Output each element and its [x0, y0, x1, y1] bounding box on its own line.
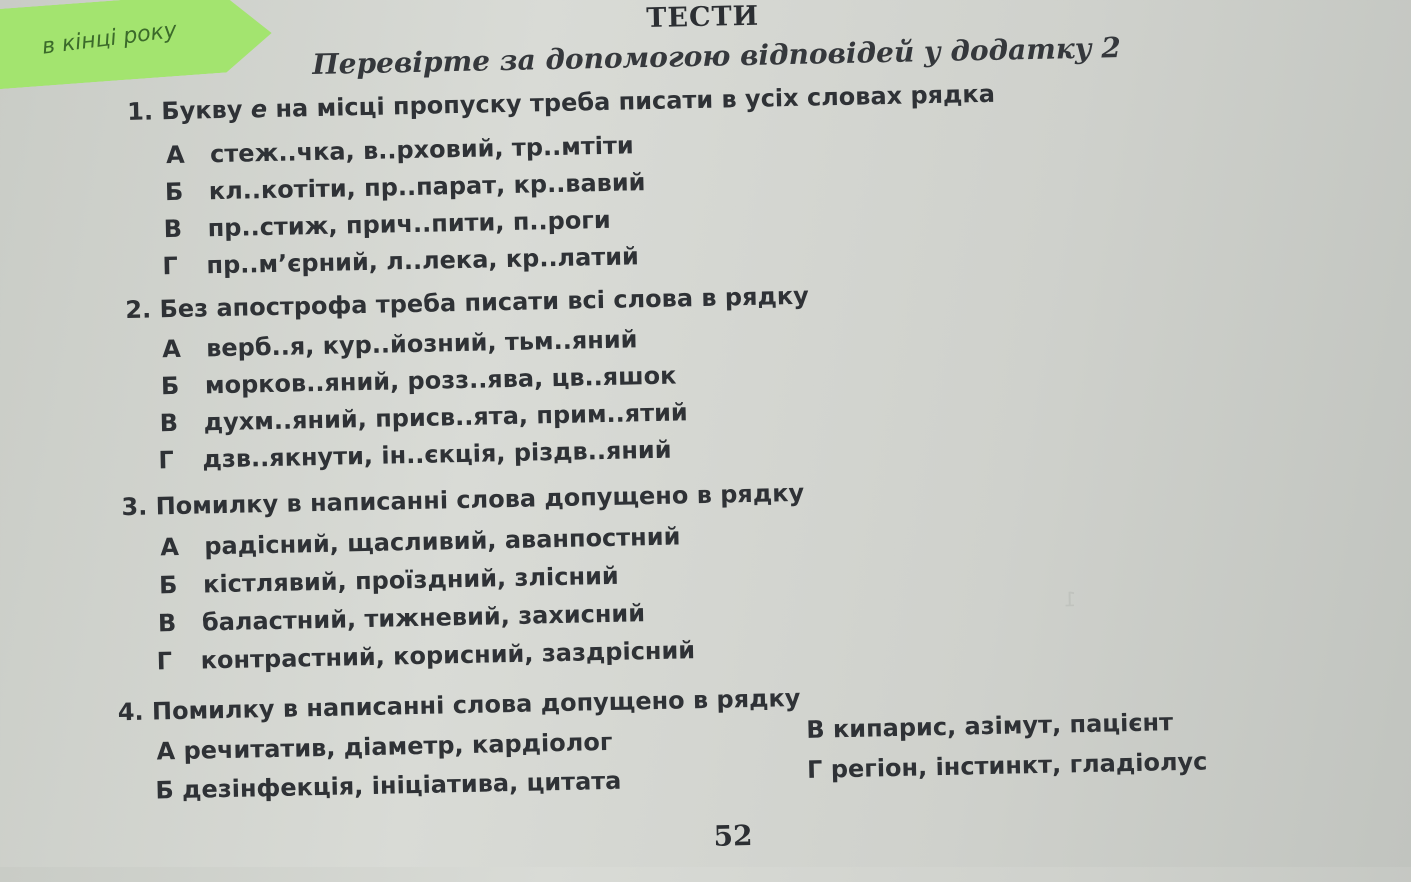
option-text: духм..яний, присв..ята, прим..ятий [203, 398, 688, 437]
option-text: радісний, щасливий, аванпостний [204, 522, 681, 561]
question-number: 4. [117, 697, 144, 727]
option-1c [163, 206, 611, 243]
page-number: 52 [713, 818, 753, 853]
option-letter: Г [162, 251, 179, 281]
option-4c [806, 708, 1173, 744]
page-subtitle: Перевірте за допомогою відповідей у додатку 2 [311, 31, 1122, 82]
option-text: баластний, тижневий, захисний [201, 599, 646, 637]
option-3b [159, 562, 619, 600]
question-3 [121, 479, 804, 521]
option-text: регіон, інстинкт, гладіолус [830, 747, 1208, 784]
option-1a [166, 131, 634, 169]
option-letter: Б [158, 570, 178, 600]
question-4 [117, 684, 800, 726]
question-text: Помилку в написанні слова допущено в рядку [151, 683, 801, 726]
option-letter: А [160, 532, 180, 562]
option-2b [161, 361, 677, 400]
question-1 [127, 80, 995, 126]
option-4a [156, 728, 612, 766]
option-letter: А [165, 140, 185, 170]
option-text: контрастний, корисний, заздрісний [200, 636, 696, 675]
option-1b [165, 168, 646, 206]
option-letter: Б [155, 776, 175, 805]
option-letter: А [161, 334, 182, 364]
option-letter: В [157, 609, 177, 638]
question-2 [125, 282, 809, 324]
option-letter: Б [164, 177, 184, 207]
option-letter: Г [806, 755, 823, 784]
question-text-post: на місці пропуску треба писати в усіх словах рядка [266, 79, 996, 123]
option-text: речитатив, діаметр, кардіолог [183, 727, 613, 765]
sticky-note-text: в кінці року [40, 17, 179, 60]
option-1d [162, 242, 639, 280]
option-2d [158, 436, 672, 475]
option-4d [807, 747, 1208, 783]
question-number: 3. [121, 492, 148, 522]
option-text: пр..стиж, прич..пити, п..роги [207, 205, 611, 243]
question-number: 1. [126, 97, 154, 126]
option-letter: В [163, 214, 183, 244]
question-number: 2. [125, 295, 152, 325]
question-text: Помилку в написанні слова допущено в рядку [155, 478, 805, 521]
option-3c [158, 599, 646, 637]
option-text: дезінфекція, ініціатива, цитата [181, 766, 622, 804]
option-2a [162, 325, 638, 363]
option-letter: В [159, 408, 179, 438]
option-text: стеж..чка, в..рховий, тр..мтіти [209, 131, 634, 169]
option-text: кістлявий, проїздний, злісний [202, 561, 619, 599]
question-text: Без апострофа треба писати всі слова в рядку [159, 281, 810, 324]
option-text: кипарис, азімут, пацієнт [832, 708, 1174, 744]
page-title: ТЕСТИ [646, 0, 760, 35]
option-2c [159, 398, 688, 437]
option-4b [155, 767, 621, 805]
option-text: дзв..якнути, ін..єкція, різдв..яний [202, 435, 672, 474]
option-letter: Б [160, 371, 180, 401]
option-3a [160, 522, 681, 561]
option-3d [156, 636, 695, 675]
option-text: верб..я, кур..йозний, тьм..яний [205, 325, 638, 363]
option-letter: Г [156, 647, 173, 676]
option-text: кл..котіти, пр..парат, кр..вавий [208, 168, 646, 206]
question-text-pre: Букву [161, 95, 252, 126]
option-letter: В [806, 715, 825, 744]
option-letter: Г [158, 446, 175, 475]
option-text: морков..яний, розз..ява, цв..яшок [204, 361, 677, 400]
option-letter: А [156, 737, 176, 766]
option-text: пр..м’єрний, л..лека, кр..латий [206, 242, 640, 280]
question-text-em: е [250, 94, 268, 124]
show-through-text: 1 [1063, 587, 1077, 612]
